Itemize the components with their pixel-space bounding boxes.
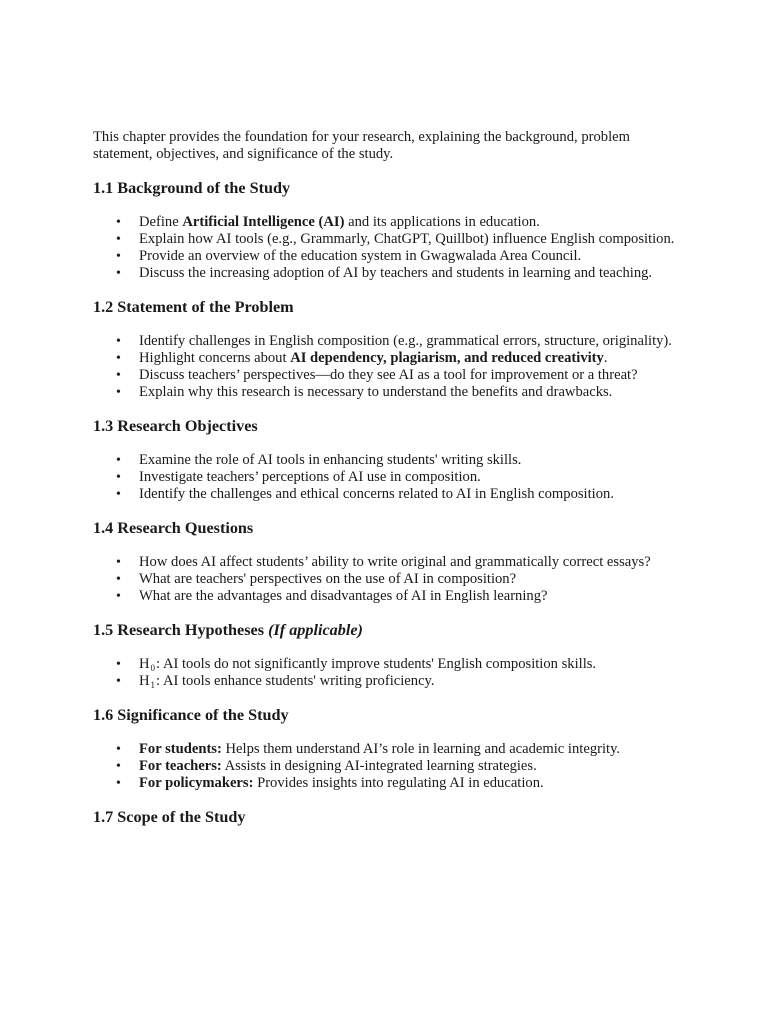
list-item: • Provide an overview of the education system in Gwagwalada Area Council.	[139, 248, 683, 265]
significance-list	[93, 741, 683, 792]
item-bold-text: AI dependency, plagiarism, and reduced creativity	[290, 350, 604, 366]
list-item: • Explain how AI tools (e.g., Grammarly, ChatGPT, Quillbot) influence English composition.	[139, 231, 683, 248]
background-list	[93, 214, 683, 282]
list-item: • How does AI affect students’ ability to write original and grammatically correct essays?	[139, 554, 683, 571]
list-item: • Examine the role of AI tools in enhancing students' writing skills.	[139, 452, 683, 469]
section-heading-objectives: 1.3 Research Objectives	[93, 417, 258, 435]
hypothesis-symbol: H	[139, 673, 150, 689]
list-item	[139, 775, 683, 792]
list-item	[139, 350, 683, 367]
item-text: Provides insights into regulating AI in education.	[253, 775, 544, 791]
list-item: • Investigate teachers’ perceptions of AI use in composition.	[139, 469, 683, 486]
hypothesis-subscript: 1	[150, 680, 156, 690]
list-item: • Discuss the increasing adoption of AI by teachers and students in learning and teaching.	[139, 265, 683, 282]
list-item: • Discuss teachers’ perspectives—do they see AI as a tool for improvement or a threat?	[139, 367, 683, 384]
item-text: .	[603, 350, 608, 366]
list-item	[139, 741, 683, 758]
document-page	[93, 129, 683, 843]
section-heading-significance: 1.6 Significance of the Study	[93, 706, 289, 724]
hypotheses-list	[93, 656, 683, 690]
hypothesis-subscript: 0	[150, 663, 156, 673]
problem-list	[93, 333, 683, 401]
list-item: • Identify the challenges and ethical concerns related to AI in English composition.	[139, 486, 683, 503]
intro-paragraph: This chapter provides the foundation for your research, explaining the background, problem statement, objectives, and significance of the study.	[93, 129, 630, 162]
item-text: Helps them understand AI’s role in learning and academic integrity.	[221, 741, 621, 757]
list-item	[139, 758, 683, 775]
heading-italic-note: (If applicable)	[268, 621, 363, 639]
item-text: Highlight concerns about	[139, 350, 291, 366]
section-heading-problem: 1.2 Statement of the Problem	[93, 298, 294, 316]
item-text: Define	[139, 214, 183, 230]
item-bold-text: For policymakers:	[139, 775, 254, 791]
item-text: and its applications in education.	[344, 214, 540, 230]
item-bold-text: For students:	[139, 741, 222, 757]
questions-list	[93, 554, 683, 605]
list-item	[139, 656, 683, 673]
item-text: : AI tools do not significantly improve students' English composition skills.	[156, 656, 597, 672]
hypothesis-symbol: H	[139, 656, 150, 672]
list-item: • What are the advantages and disadvantages of AI in English learning?	[139, 588, 683, 605]
section-heading-questions: 1.4 Research Questions	[93, 519, 254, 537]
section-heading-background: 1.1 Background of the Study	[93, 179, 291, 197]
list-item: • Identify challenges in English composition (e.g., grammatical errors, structure, originality).	[139, 333, 683, 350]
item-text: Assists in designing AI-integrated learning strategies.	[221, 758, 537, 774]
section-heading-hypotheses	[93, 621, 683, 640]
item-bold-text: Artificial Intelligence (AI)	[182, 214, 345, 230]
list-item: • Explain why this research is necessary to understand the benefits and drawbacks.	[139, 384, 683, 401]
list-item	[139, 214, 683, 231]
heading-text: 1.5 Research Hypotheses	[93, 621, 269, 639]
objectives-list	[93, 452, 683, 503]
section-heading-scope: 1.7 Scope of the Study	[93, 808, 246, 826]
item-text: : AI tools enhance students' writing proficiency.	[156, 673, 435, 689]
list-item	[139, 673, 683, 690]
item-bold-text: For teachers:	[139, 758, 222, 774]
list-item: • What are teachers' perspectives on the use of AI in composition?	[139, 571, 683, 588]
